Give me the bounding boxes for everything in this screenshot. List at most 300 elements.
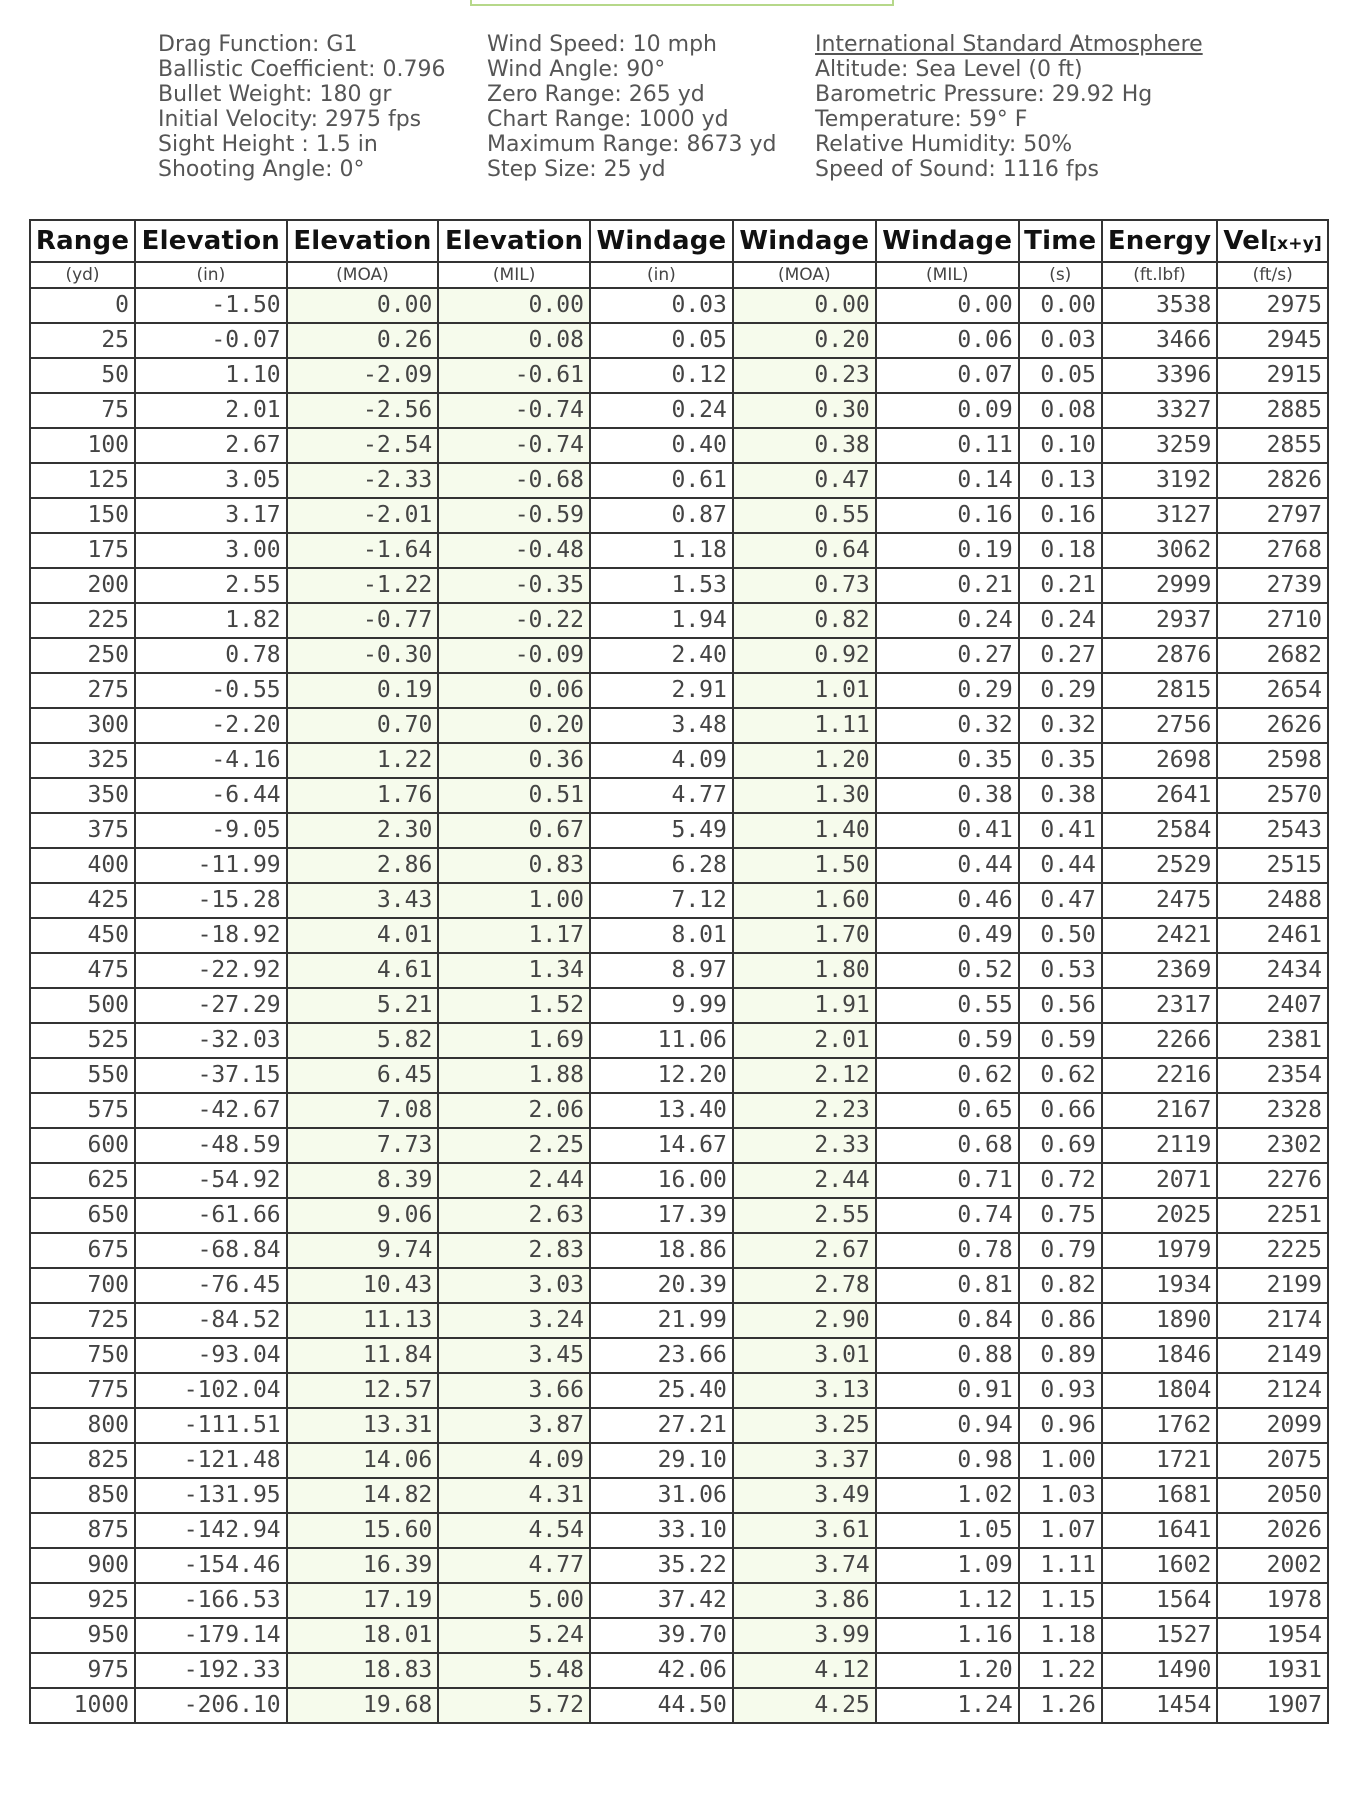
table-cell: 0.55 [733, 498, 876, 533]
table-cell: 2381 [1217, 1023, 1328, 1058]
table-cell: 0.93 [1019, 1373, 1102, 1408]
header-energy: Energy [1102, 220, 1218, 262]
table-cell: 3.87 [438, 1408, 590, 1443]
table-cell: 1.34 [438, 953, 590, 988]
table-cell: 0.23 [733, 358, 876, 393]
table-cell: 25 [30, 323, 135, 358]
table-cell: 0.59 [876, 1023, 1019, 1058]
table-cell: 0.78 [876, 1233, 1019, 1268]
table-cell: -2.09 [287, 358, 439, 393]
table-cell: 350 [30, 778, 135, 813]
table-cell: 1.20 [733, 743, 876, 778]
table-cell: 0.44 [876, 848, 1019, 883]
table-cell: 0.55 [876, 988, 1019, 1023]
table-cell: 2.12 [733, 1058, 876, 1093]
table-cell: 2026 [1217, 1513, 1328, 1548]
table-cell: 1954 [1217, 1618, 1328, 1653]
table-cell: 1.16 [876, 1618, 1019, 1653]
table-cell: 8.97 [590, 953, 733, 988]
table-cell: 0.94 [876, 1408, 1019, 1443]
table-cell: 2.63 [438, 1198, 590, 1233]
table-cell: 0.16 [876, 498, 1019, 533]
table-cell: 11.84 [287, 1338, 439, 1373]
table-cell: 9.74 [287, 1233, 439, 1268]
table-cell: 1454 [1102, 1688, 1218, 1723]
table-cell: 0.29 [876, 673, 1019, 708]
table-cell: 2.91 [590, 673, 733, 708]
table-cell: -18.92 [135, 918, 287, 953]
table-cell: 3.66 [438, 1373, 590, 1408]
table-cell: 1.02 [876, 1478, 1019, 1513]
table-cell: 16.00 [590, 1163, 733, 1198]
table-cell: 42.06 [590, 1653, 733, 1688]
table-cell: 1.07 [1019, 1513, 1102, 1548]
table-cell: 12.57 [287, 1373, 439, 1408]
table-cell: 1.05 [876, 1513, 1019, 1548]
table-cell: 0.00 [438, 288, 590, 323]
table-cell: 1.17 [438, 918, 590, 953]
table-cell: -27.29 [135, 988, 287, 1023]
table-cell: 0.67 [438, 813, 590, 848]
table-cell: 100 [30, 428, 135, 463]
table-cell: 29.10 [590, 1443, 733, 1478]
table-cell: 1.00 [1019, 1443, 1102, 1478]
table-cell: 0.75 [1019, 1198, 1102, 1233]
table-cell: 0.91 [876, 1373, 1019, 1408]
table-cell: 2124 [1217, 1373, 1328, 1408]
table-cell: 250 [30, 638, 135, 673]
table-cell: 200 [30, 568, 135, 603]
table-cell: 1.00 [438, 883, 590, 918]
table-cell: 775 [30, 1373, 135, 1408]
table-row [30, 1338, 1328, 1373]
table-cell: 5.48 [438, 1653, 590, 1688]
table-cell: 400 [30, 848, 135, 883]
table-cell: 0.03 [590, 288, 733, 323]
table-cell: 0.53 [1019, 953, 1102, 988]
table-cell: 2421 [1102, 918, 1218, 953]
table-cell: 0.47 [1019, 883, 1102, 918]
param-line: Speed of Sound: 1116 fps [815, 157, 1099, 182]
table-cell: 550 [30, 1058, 135, 1093]
table-cell: 0.24 [590, 393, 733, 428]
table-cell: 2075 [1217, 1443, 1328, 1478]
table-cell: 4.09 [438, 1443, 590, 1478]
table-cell: 20.39 [590, 1268, 733, 1303]
table-cell: 175 [30, 533, 135, 568]
table-cell: -2.56 [287, 393, 439, 428]
table-cell: 4.01 [287, 918, 439, 953]
table-cell: 3259 [1102, 428, 1218, 463]
table-row [30, 953, 1328, 988]
table-cell: 25.40 [590, 1373, 733, 1408]
table-cell: 2.67 [733, 1233, 876, 1268]
table-cell: 2626 [1217, 708, 1328, 743]
table-cell: -32.03 [135, 1023, 287, 1058]
table-cell: -76.45 [135, 1268, 287, 1303]
table-cell: 0.03 [1019, 323, 1102, 358]
table-cell: 1.22 [287, 743, 439, 778]
table-cell: 3.86 [733, 1583, 876, 1618]
unit-time: (s) [1019, 262, 1102, 288]
table-cell: 0.52 [876, 953, 1019, 988]
table-cell: 2.01 [733, 1023, 876, 1058]
atmosphere-link[interactable]: International Standard Atmosphere [815, 32, 1203, 57]
table-cell: 0.00 [1019, 288, 1102, 323]
table-cell: 23.66 [590, 1338, 733, 1373]
table-cell: 0.19 [287, 673, 439, 708]
table-cell: 1641 [1102, 1513, 1218, 1548]
table-cell: 650 [30, 1198, 135, 1233]
table-cell: 2.30 [287, 813, 439, 848]
table-cell: 2739 [1217, 568, 1328, 603]
table-cell: -2.20 [135, 708, 287, 743]
table-cell: 2756 [1102, 708, 1218, 743]
table-row [30, 918, 1328, 953]
table-cell: -0.48 [438, 533, 590, 568]
table-cell: 2025 [1102, 1198, 1218, 1233]
table-cell: 1721 [1102, 1443, 1218, 1478]
table-cell: 0.29 [1019, 673, 1102, 708]
table-cell: 0.74 [876, 1198, 1019, 1233]
table-row [30, 568, 1328, 603]
table-cell: 0.70 [287, 708, 439, 743]
table-cell: 2.33 [733, 1128, 876, 1163]
table-cell: 0.32 [1019, 708, 1102, 743]
unit-elevation-moa: (MOA) [287, 262, 439, 288]
table-row [30, 1163, 1328, 1198]
table-cell: -11.99 [135, 848, 287, 883]
table-cell: 11.13 [287, 1303, 439, 1338]
table-cell: -0.74 [438, 393, 590, 428]
table-cell: 0.86 [1019, 1303, 1102, 1338]
table-cell: 4.77 [438, 1548, 590, 1583]
table-cell: 0.64 [733, 533, 876, 568]
table-cell: 3.61 [733, 1513, 876, 1548]
range-params [487, 32, 777, 182]
param-line: Altitude: Sea Level (0 ft) [815, 57, 1083, 82]
table-cell: 2.06 [438, 1093, 590, 1128]
table-cell: 1.50 [733, 848, 876, 883]
table-cell: 2.44 [438, 1163, 590, 1198]
table-cell: 3127 [1102, 498, 1218, 533]
table-cell: 15.60 [287, 1513, 439, 1548]
table-cell: 0.56 [1019, 988, 1102, 1023]
table-row [30, 1023, 1328, 1058]
table-cell: 0.62 [876, 1058, 1019, 1093]
table-cell: -0.61 [438, 358, 590, 393]
table-cell: 10.43 [287, 1268, 439, 1303]
table-cell: 1846 [1102, 1338, 1218, 1373]
table-cell: 1.15 [1019, 1583, 1102, 1618]
table-cell: 3.25 [733, 1408, 876, 1443]
table-cell: 9.06 [287, 1198, 439, 1233]
table-cell: 0.32 [876, 708, 1019, 743]
table-cell: 2641 [1102, 778, 1218, 813]
table-cell: 35.22 [590, 1548, 733, 1583]
table-cell: 0 [30, 288, 135, 323]
param-line: Barometric Pressure: 29.92 Hg [815, 82, 1153, 107]
table-cell: 8.39 [287, 1163, 439, 1198]
table-cell: 625 [30, 1163, 135, 1198]
table-cell: 2002 [1217, 1548, 1328, 1583]
table-cell: 3.37 [733, 1443, 876, 1478]
header-time: Time [1019, 220, 1102, 262]
table-cell: 0.18 [1019, 533, 1102, 568]
table-cell: 0.82 [1019, 1268, 1102, 1303]
table-cell: 0.50 [1019, 918, 1102, 953]
table-cell: 0.96 [1019, 1408, 1102, 1443]
param-line: Ballistic Coefficient: 0.796 [158, 57, 446, 82]
bullet-params [158, 32, 446, 182]
table-cell: 33.10 [590, 1513, 733, 1548]
table-cell: 21.99 [590, 1303, 733, 1338]
table-row [30, 1443, 1328, 1478]
table-cell: 1527 [1102, 1618, 1218, 1653]
table-row [30, 1688, 1328, 1723]
table-cell: 450 [30, 918, 135, 953]
param-line: Chart Range: 1000 yd [487, 107, 729, 132]
table-cell: 2584 [1102, 813, 1218, 848]
table-cell: 1931 [1217, 1653, 1328, 1688]
table-cell: 2216 [1102, 1058, 1218, 1093]
table-cell: 2251 [1217, 1198, 1328, 1233]
param-line: Wind Angle: 90° [487, 57, 666, 82]
table-cell: -0.77 [287, 603, 439, 638]
table-cell: 0.71 [876, 1163, 1019, 1198]
table-cell: 44.50 [590, 1688, 733, 1723]
table-cell: 0.27 [876, 638, 1019, 673]
table-cell: 1.53 [590, 568, 733, 603]
table-cell: 3.13 [733, 1373, 876, 1408]
table-cell: 2276 [1217, 1163, 1328, 1198]
unit-windage-moa: (MOA) [733, 262, 876, 288]
table-cell: 0.20 [438, 708, 590, 743]
table-cell: 925 [30, 1583, 135, 1618]
param-line: Relative Humidity: 50% [815, 132, 1073, 157]
table-cell: 525 [30, 1023, 135, 1058]
table-cell: 475 [30, 953, 135, 988]
table-cell: 3466 [1102, 323, 1218, 358]
table-cell: 1.12 [876, 1583, 1019, 1618]
table-cell: -48.59 [135, 1128, 287, 1163]
table-cell: 0.66 [1019, 1093, 1102, 1128]
table-row [30, 673, 1328, 708]
header-velocity-suffix: [x+y] [1269, 234, 1323, 254]
table-cell: 2710 [1217, 603, 1328, 638]
table-cell: 2815 [1102, 673, 1218, 708]
table-row [30, 358, 1328, 393]
table-cell: 1890 [1102, 1303, 1218, 1338]
param-line: Maximum Range: 8673 yd [487, 132, 777, 157]
table-cell: 0.06 [438, 673, 590, 708]
table-cell: 0.12 [590, 358, 733, 393]
table-cell: -131.95 [135, 1478, 287, 1513]
table-cell: 5.00 [438, 1583, 590, 1618]
unit-windage-in: (in) [590, 262, 733, 288]
table-cell: -9.05 [135, 813, 287, 848]
param-line: Initial Velocity: 2975 fps [158, 107, 422, 132]
table-cell: 0.21 [876, 568, 1019, 603]
table-cell: 1.80 [733, 953, 876, 988]
table-cell: 0.09 [876, 393, 1019, 428]
unit-windage-mil: (MIL) [876, 262, 1019, 288]
header-velocity-label: Vel [1223, 226, 1270, 256]
atmosphere-params [815, 32, 1203, 182]
table-cell: 1602 [1102, 1548, 1218, 1583]
header-windage-in: Windage [590, 220, 733, 262]
header-row [30, 220, 1328, 262]
table-cell: 2.23 [733, 1093, 876, 1128]
table-cell: -0.35 [438, 568, 590, 603]
table-cell: 12.20 [590, 1058, 733, 1093]
table-cell: 2.90 [733, 1303, 876, 1338]
unit-range: (yd) [30, 262, 135, 288]
table-cell: 575 [30, 1093, 135, 1128]
table-cell: 5.49 [590, 813, 733, 848]
table-cell: -0.59 [438, 498, 590, 533]
table-cell: 2797 [1217, 498, 1328, 533]
table-cell: 39.70 [590, 1618, 733, 1653]
table-cell: 0.40 [590, 428, 733, 463]
table-cell: 0.89 [1019, 1338, 1102, 1373]
table-cell: 0.08 [438, 323, 590, 358]
table-cell: 325 [30, 743, 135, 778]
table-cell: 1.70 [733, 918, 876, 953]
table-cell: 0.98 [876, 1443, 1019, 1478]
table-cell: 0.44 [1019, 848, 1102, 883]
table-cell: 3.01 [733, 1338, 876, 1373]
table-cell: 0.24 [1019, 603, 1102, 638]
table-cell: 2885 [1217, 393, 1328, 428]
table-cell: 4.54 [438, 1513, 590, 1548]
table-cell: 0.73 [733, 568, 876, 603]
table-cell: 2354 [1217, 1058, 1328, 1093]
table-cell: 0.65 [876, 1093, 1019, 1128]
table-cell: 0.83 [438, 848, 590, 883]
table-cell: 50 [30, 358, 135, 393]
table-cell: -68.84 [135, 1233, 287, 1268]
table-cell: 0.07 [876, 358, 1019, 393]
table-cell: 0.11 [876, 428, 1019, 463]
table-cell: 4.31 [438, 1478, 590, 1513]
param-line: Bullet Weight: 180 gr [158, 82, 392, 107]
table-cell: 18.01 [287, 1618, 439, 1653]
table-cell: 0.35 [1019, 743, 1102, 778]
table-cell: 0.59 [1019, 1023, 1102, 1058]
table-cell: 2.86 [287, 848, 439, 883]
table-row [30, 743, 1328, 778]
table-cell: 2682 [1217, 638, 1328, 673]
table-cell: 14.82 [287, 1478, 439, 1513]
table-cell: 2.67 [135, 428, 287, 463]
table-cell: 2515 [1217, 848, 1328, 883]
table-cell: 1979 [1102, 1233, 1218, 1268]
table-row [30, 1478, 1328, 1513]
table-cell: 0.06 [876, 323, 1019, 358]
table-cell: 7.73 [287, 1128, 439, 1163]
table-cell: 2071 [1102, 1163, 1218, 1198]
table-cell: 0.41 [1019, 813, 1102, 848]
header-elevation-moa: Elevation [287, 220, 439, 262]
table-cell: 600 [30, 1128, 135, 1163]
table-cell: 3.05 [135, 463, 287, 498]
table-cell: 275 [30, 673, 135, 708]
table-row [30, 1513, 1328, 1548]
table-cell: 16.39 [287, 1548, 439, 1583]
table-row [30, 708, 1328, 743]
table-cell: 2543 [1217, 813, 1328, 848]
table-cell: 2876 [1102, 638, 1218, 673]
table-cell: 1934 [1102, 1268, 1218, 1303]
header-windage-mil: Windage [876, 220, 1019, 262]
table-row [30, 1198, 1328, 1233]
table-cell: 2266 [1102, 1023, 1218, 1058]
table-cell: 2.55 [733, 1198, 876, 1233]
table-cell: 0.51 [438, 778, 590, 813]
table-cell: 0.41 [876, 813, 1019, 848]
table-cell: 300 [30, 708, 135, 743]
table-row [30, 428, 1328, 463]
table-cell: 1.30 [733, 778, 876, 813]
table-cell: 0.24 [876, 603, 1019, 638]
table-row [30, 1268, 1328, 1303]
table-cell: 225 [30, 603, 135, 638]
table-row [30, 393, 1328, 428]
table-cell: 0.27 [1019, 638, 1102, 673]
table-cell: 0.38 [733, 428, 876, 463]
unit-elevation-mil: (MIL) [438, 262, 590, 288]
table-cell: 0.62 [1019, 1058, 1102, 1093]
table-cell: 0.68 [876, 1128, 1019, 1163]
table-row [30, 603, 1328, 638]
table-cell: 1564 [1102, 1583, 1218, 1618]
table-cell: 3538 [1102, 288, 1218, 323]
table-cell: 2855 [1217, 428, 1328, 463]
table-cell: 1.11 [733, 708, 876, 743]
table-cell: 0.21 [1019, 568, 1102, 603]
table-cell: -2.01 [287, 498, 439, 533]
table-cell: 3.00 [135, 533, 287, 568]
table-cell: 0.46 [876, 883, 1019, 918]
table-cell: 2768 [1217, 533, 1328, 568]
table-cell: 18.86 [590, 1233, 733, 1268]
table-cell: 0.30 [733, 393, 876, 428]
param-line: Shooting Angle: 0° [158, 157, 365, 182]
table-cell: -0.07 [135, 323, 287, 358]
table-cell: 4.09 [590, 743, 733, 778]
table-cell: -154.46 [135, 1548, 287, 1583]
table-cell: -22.92 [135, 953, 287, 988]
table-cell: -0.22 [438, 603, 590, 638]
table-cell: 3.24 [438, 1303, 590, 1338]
table-cell: 4.77 [590, 778, 733, 813]
table-cell: 17.19 [287, 1583, 439, 1618]
table-cell: -61.66 [135, 1198, 287, 1233]
table-cell: 7.12 [590, 883, 733, 918]
param-line: Step Size: 25 yd [487, 157, 666, 182]
table-cell: 9.99 [590, 988, 733, 1023]
table-cell: 2369 [1102, 953, 1218, 988]
table-cell: 2099 [1217, 1408, 1328, 1443]
table-cell: 0.61 [590, 463, 733, 498]
table-cell: 3.49 [733, 1478, 876, 1513]
table-cell: 4.12 [733, 1653, 876, 1688]
table-cell: 2317 [1102, 988, 1218, 1023]
table-cell: -179.14 [135, 1618, 287, 1653]
table-cell: 2915 [1217, 358, 1328, 393]
table-cell: 1.10 [135, 358, 287, 393]
